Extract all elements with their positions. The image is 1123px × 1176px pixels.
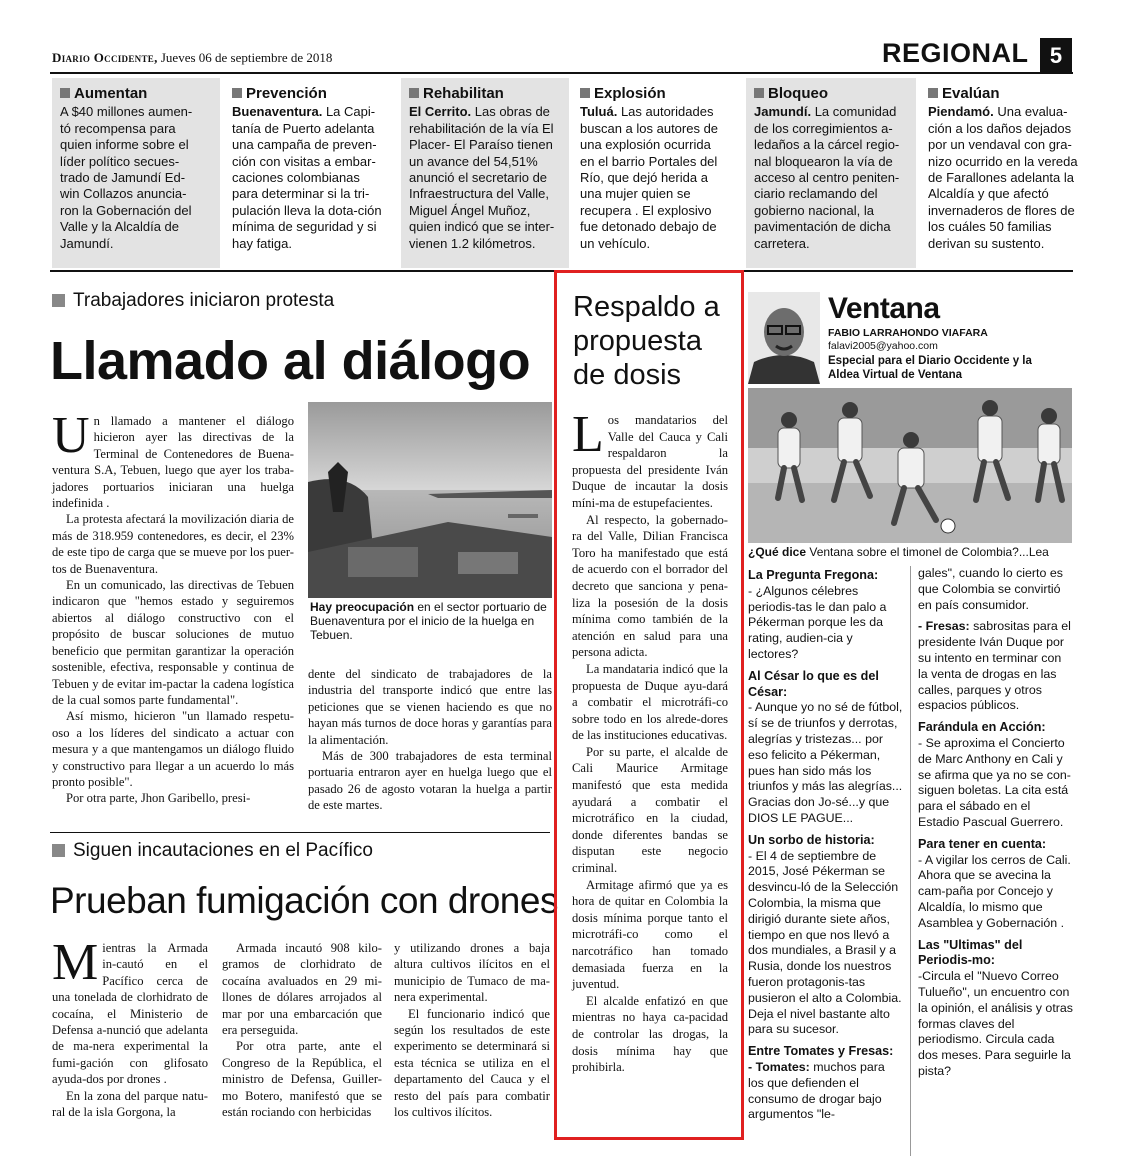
ventana-item-heading: Al César lo que es del César: [748, 668, 879, 699]
ventana-item-heading: Entre Tomates y Fresas: [748, 1044, 894, 1059]
brief-line: trado de Jamundí Ed- [60, 170, 186, 186]
ventana-item-text: - Se aproxima el Concierto de Marc Anthony en Cali y se afirma que ya no se con-siguen boletas. La cita está para el sábado en el Estadio Pascual Guerrero. [918, 735, 1071, 829]
paragraph: Por otra parte, Jhon Garibello, presi- [66, 791, 251, 806]
brief-line: en el barrio Portales del [580, 153, 718, 169]
brief-line: un vehículo. [580, 235, 651, 251]
paper-name: Diario Occidente, [52, 50, 158, 65]
paragraph: Armada incautó 908 kilo-gramos de clorhidrato de cocaína avaluados en 29 mi-llones de dólares arrojados al mar por una embarcación que era perseguida. [222, 941, 382, 1038]
ventana-col-divider [910, 566, 911, 1156]
paragraph: En un comunicado, las directivas de Tebuen indicaron que "hemos estado y seguiremos abiertos al diálogo constructivo con el propósito de buscar soluciones de mutuo beneficio que permitan garantizar la operación sostenible, efectiva, responsable y continua de Tebuen y de evitar im-pactar la cadena logística de la cual somos parte fundamental". [52, 578, 294, 707]
ventana-item [748, 1044, 904, 1123]
box-headline: Respaldo a propuesta de dosis [573, 291, 720, 391]
ventana-item-text: -Circula el "Nuevo Correo Tulueño", un encuentro con la opinión, el análisis y otras formas claves del periodismo. Circula cada dos meses. Para seguirle la pista? [918, 969, 1073, 1078]
brief-4 [746, 78, 916, 268]
article2-headline: Prueban fumigación con drones [50, 880, 558, 921]
columnist-photo [748, 292, 820, 384]
ventana-item-heading: Farándula en Acción: [918, 720, 1046, 735]
brief-line: quien informe sobre el [60, 137, 189, 153]
brief-line: una explosión ocurrida [580, 137, 711, 153]
brief-line: un avance del 54,51% [409, 153, 538, 169]
brief-line: los cuáles 50 familias [928, 219, 1052, 235]
brief-line: de los corregimientos a- [754, 120, 893, 136]
brief-line: acceso al centro peniten- [754, 170, 900, 186]
ventana-item-heading: La Pregunta Fregona: [748, 568, 879, 582]
ventana-author: FABIO LARRAHONDO VIAFARA [828, 327, 988, 339]
brief-3 [572, 78, 742, 268]
paragraph: y utilizando drones a baja altura cultivos ilícitos en el municipio de Tumaco de ma-nera experimental. [394, 941, 550, 1005]
brief-line: anunció el secretario de [409, 170, 548, 186]
brief-line: vienen 1.2 kilómetros. [409, 235, 536, 251]
dropcap: U [52, 407, 90, 464]
brief-title: Rehabilitan [409, 86, 561, 102]
paragraph: En la zona del parque natu-ral de la isla Gorgona, la [52, 1088, 208, 1120]
brief-line: una mujer quien se [580, 186, 691, 202]
brief-title: Aumentan [60, 86, 212, 102]
soccer-photo [748, 388, 1072, 543]
brief-line: buscan a los autores de [580, 120, 719, 136]
ventana-col1 [748, 566, 904, 1129]
article1-kicker: Trabajadores iniciaron protesta [52, 290, 334, 312]
brief-line: recupera . El explosivo [580, 202, 712, 218]
brief-line: por un vendaval con gra- [928, 137, 1072, 153]
brief-line: quien indicó que se inter- [409, 219, 555, 235]
dropcap: M [52, 934, 99, 991]
ventana-email: falavi2005@yahoo.com [828, 340, 938, 352]
brief-title: Prevención [232, 86, 388, 102]
paragraph: dente del sindicato de trabajadores de la industria del transporte indicó que entre las peticiones que se vienen haciendo es que no hayan más turnos de doce horas y garantías para la alimentación. [308, 667, 552, 747]
brief-line: tó recompensa para [60, 120, 176, 136]
brief-line: Piendamó. Una evalua- [928, 104, 1068, 120]
ventana-item-text: - El 4 de septiembre de 2015, José Pékerman se desvincu-ló de la Selección Colombia, la misma que dirigió durante siete años, tiempo en que nos llevó a dos mundiales, a Brasil y a Rusia, donde los nuestros fueron protagonis-tas pusieron el alto a Colombia. Deja el nivel bastante alto para su sucesor. [748, 848, 902, 1037]
paragraph: El alcalde enfatizó en que mientras no haya ca-pacidad de controlar las drogas, la dosis mínima hay que prohibirla. [572, 993, 728, 1075]
brief-line: Miguel Ángel Muñoz, [409, 202, 531, 218]
brief-line: Río, que dejó herida a [580, 170, 708, 186]
brief-line: para determinar si la tri- [232, 186, 370, 202]
brief-line: caciones colombianas [232, 170, 360, 186]
ventana-item-heading: Para tener en cuenta: [918, 836, 1047, 851]
brief-line: ledaños a la cárcel regio- [754, 137, 900, 153]
ventana-item [918, 720, 1074, 831]
ventana-item-text: - Tomates: muchos para los que defienden el consumo de drogar bajo argumentos "le- [748, 1059, 885, 1122]
brief-line: nizo ocurrido en la vereda [928, 153, 1078, 169]
dropcap: L [572, 406, 604, 463]
brief-line: pulación lleva la dota-ción [232, 202, 382, 218]
port-photo [308, 402, 552, 598]
paragraph: Al respecto, la gobernado-ra del Valle, Dilian Francisca Toro ha manifestado que está de acuerdo con el borrador del decreto que sanciona y pena-liza la posesión de la dosis mínima como también de la atención en salud para una persona adicta. [572, 512, 728, 660]
brief-line: carretera. [754, 235, 810, 251]
brief-line: Tuluá. Las autoridades [580, 104, 714, 120]
brief-line: gobierno nacional, la [754, 202, 874, 218]
paragraph: Por su parte, el alcalde de Cali Maurice Armitage manifestó que esta medida ayudará a combatir el microtráfico en la ciudad, donde diferentes bandas se disputan este negocio criminal. [572, 744, 728, 876]
brief-0 [52, 78, 220, 268]
paragraph: os mandatarios del Valle del Cauca y Cali respaldaron la propuesta del presidente Iván Duque de incautar la dosis míni-ma de estupefacientes. [572, 413, 728, 510]
brief-line: nal bloquearon la vía de [754, 153, 893, 169]
ventana-item-text: gales", cuando lo cierto es que Colombia se convirtió en país consumidor. [918, 566, 1063, 612]
paragraph: Armitage afirmó que ya es hora de quitar en Colombia la dosis mínima porque tanto el microtráfi-co como el narcotráfico han tomado demasiada fuerza en la juventud. [572, 877, 728, 992]
article2-col3 [394, 940, 550, 1120]
ventana-credit: Especial para el Diario Occidente y la Aldea Virtual de Ventana [828, 355, 1032, 381]
brief-title: Evalúan [928, 86, 1065, 102]
ventana-item [918, 619, 1074, 714]
article2-col1 [52, 934, 208, 1120]
soccer-photo-caption: ¿Qué dice Ventana sobre el timonel de Colombia?...Lea [748, 545, 1049, 559]
paragraph: La mandataria indicó que la propuesta de Duque ayu-dará a combatir el microtráfi-co sobre todo en los alrede-dores de las instituciones educativas. [572, 661, 728, 743]
brief-title: Bloqueo [754, 86, 908, 102]
paragraph: El funcionario indicó que según los resultados de este experimento se determinará si esta técnica se utiliza en el departamento del Cauca y el resto del país para combatir los cultivos ilícitos. [394, 1006, 550, 1120]
brief-5 [920, 78, 1078, 268]
paragraph: Así mismo, hicieron "un llamado respetu-oso a los líderes del sindicato a actuar con mesura y a que mantengamos un diálogo fluido y constructivo para llegar a un acuerdo lo más pronto posible". [52, 709, 294, 789]
brief-title: Explosión [580, 86, 734, 102]
ventana-item [748, 833, 904, 1038]
ventana-title: Ventana [828, 292, 940, 325]
article1-headline: Llamado al diálogo [50, 331, 531, 391]
brief-line: fue detonado debajo de [580, 219, 717, 235]
brief-line: ron la Gobernación del [60, 202, 192, 218]
ventana-item-text: - A vigilar los cerros de Cali. Ahora que se avecina la cam-paña por Concejo y Alcaldía, lo mismo que Asamblea y Gobernación . [918, 852, 1071, 930]
brief-line: derivan su sustento. [928, 235, 1045, 251]
header-rule [50, 72, 1073, 74]
ventana-item-text: - Aunque yo no sé de fútbol, sí se de triunfos y derrotas, alegrías y tristezas... por eso felicito a Pékerman, pues han sido más los triunfos y más las alegrías... Gracias don Jo-sé...y que DIOS LE PAGUE... [748, 700, 903, 825]
brief-line: hay fatiga. [232, 235, 292, 251]
brief-line: rehabilitación de la vía El [409, 120, 554, 136]
brief-line: win Collazos anuncia- [60, 186, 187, 202]
article-divider [50, 832, 550, 833]
page-number: 5 [1040, 38, 1072, 74]
article1-col2 [308, 666, 552, 814]
ventana-item-text: - ¿Algunos célebres periodis-tas le dan palo a Pékerman porque les da rating, audien-cia y lectores? [748, 583, 887, 661]
brief-1 [224, 78, 396, 268]
brief-line: mínima de seguridad y si [232, 219, 377, 235]
brief-line: tanía de Puerto adelanta [232, 120, 375, 136]
brief-2 [401, 78, 569, 268]
brief-line: A $40 millones aumen- [60, 104, 193, 120]
paragraph: La protesta afectará la movilización diaria de más de 318.959 contenedores, es decir, el 23% de este tipo de carga que se mueve por los puer-tos de Buenaventura. [52, 512, 294, 576]
brief-line: pavimentación de dicha [754, 219, 891, 235]
brief-line: Placer- El Paraíso tienen [409, 137, 553, 153]
ventana-item [918, 566, 1074, 613]
brief-line: una campaña de preven- [232, 137, 377, 153]
article2-kicker: Siguen incautaciones en el Pacífico [52, 840, 373, 862]
ventana-item [748, 669, 904, 827]
brief-line: invernaderos de flores de [928, 202, 1075, 218]
box-body [572, 406, 728, 1076]
ventana-col2 [918, 566, 1074, 1086]
issue-date: Jueves 06 de septiembre de 2018 [160, 50, 333, 65]
brief-line: Valle y la Alcaldía de [60, 219, 179, 235]
ventana-item [918, 938, 1074, 1080]
paragraph: Más de 300 trabajadores de esta terminal portuaria entraron ayer en huelga luego que el pasado 26 de agosto votaran la huelga a partir de este martes. [308, 749, 552, 813]
paragraph: n llamado a mantener el diálogo hicieron ayer las directivas de la Terminal de Contenedores de Buena-ventura S.A, Tebuen, luego que ayer los traba-jadores portuarios iniciaran una huelga indefinida . [52, 414, 294, 511]
brief-line: Buenaventura. La Capi- [232, 104, 376, 120]
ventana-item [748, 568, 904, 663]
article2-col2 [222, 940, 382, 1120]
brief-line: Jamundí. La comunidad [754, 104, 897, 120]
ventana-item-text: - Fresas: sabrositas para el presidente Iván Duque por su intento en terminar con la venta de drogas en las calles, parques y otros espacios públicos. [918, 619, 1071, 713]
paragraph: Por otra parte, ante el Congreso de la República, el ministro de Defensa, Guiller-mo Botero, manifestó que se están rociando con herbicidas [222, 1039, 382, 1120]
brief-line: ción a los daños dejados [928, 120, 1072, 136]
brief-line: de Farallones adelanta la [928, 170, 1074, 186]
brief-line: Jamundí. [60, 235, 114, 251]
article1-col1 [52, 407, 294, 807]
brief-line: ción con visitas a embar- [232, 153, 376, 169]
brief-line: Infraestructura del Valle, [409, 186, 549, 202]
brief-line: líder político secues- [60, 153, 180, 169]
ventana-item-heading: Las "Ultimas" del Periodis-mo: [918, 937, 1023, 968]
brief-line: El Cerrito. Las obras de [409, 104, 550, 120]
port-photo-caption: Hay preocupación en el sector portuario de Buenaventura por el inicio de la huelga en Tebuen. [310, 600, 547, 642]
ventana-item-heading: Un sorbo de historia: [748, 832, 875, 847]
section-label: REGIONAL [882, 38, 1029, 68]
masthead [52, 50, 332, 66]
brief-line: Alcaldía y que afectó [928, 186, 1049, 202]
ventana-item [918, 837, 1074, 932]
paragraph: ientras la Armada in-cautó en el Pacífico cerca de una tonelada de clorhidrato de cocaína, el Ministerio de Defensa a-nunció que adelanta de ma-nera experimental la fumi-gación con glifosato ayuda-dos por drones . [52, 941, 208, 1087]
brief-line: ciario reclamando del [754, 186, 878, 202]
